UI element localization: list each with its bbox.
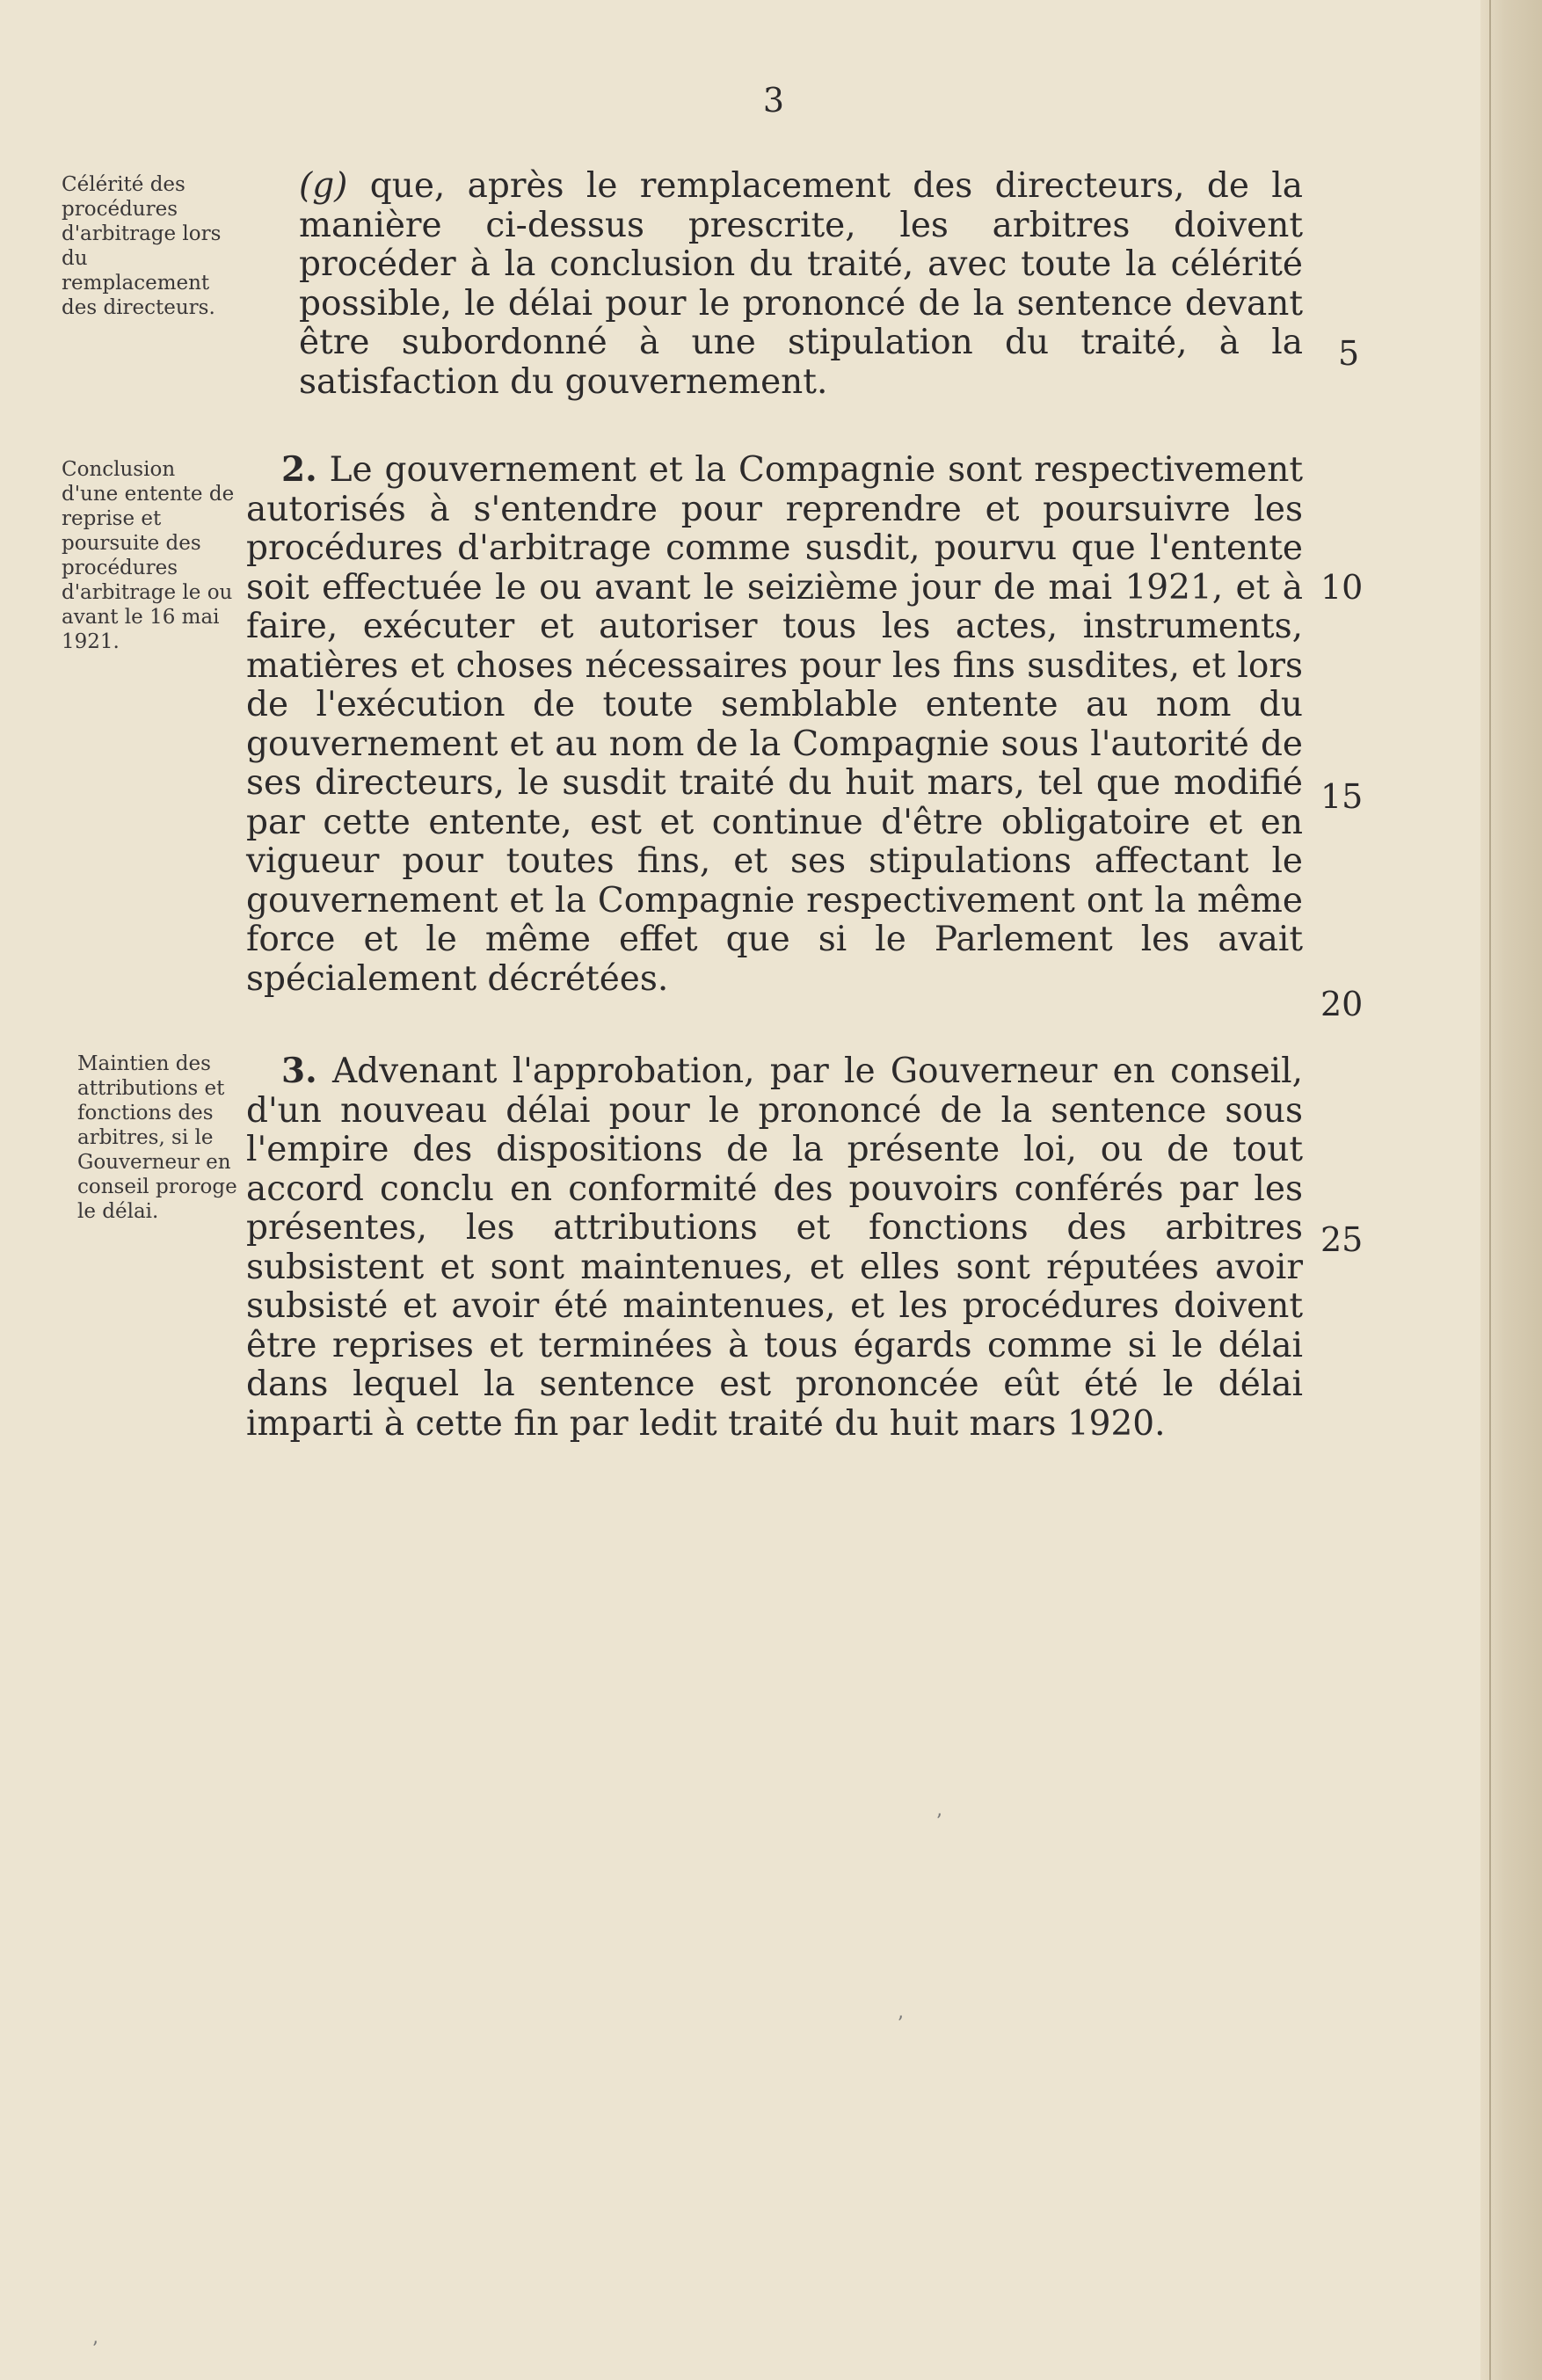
margin-note-maintien: Maintien des attributions et fonctions des arbitres, si le Gouverneur en conseil proroge le délai.: [77, 1052, 237, 1223]
paper-speck: ʼ: [935, 1811, 942, 1833]
page-binding-line: [1489, 0, 1491, 2380]
line-number-25: 25: [1320, 1220, 1364, 1259]
line-number-10: 10: [1320, 568, 1364, 607]
margin-note-conclusion: Conclusion d'une entente de reprise et poursuite des procédures d'arbitrage le ou avant le 16 mai 1921.: [62, 458, 235, 653]
page-number: 3: [762, 81, 785, 120]
paragraph-text: Le gouvernement et la Compagnie sont respectivement autorisés à s'entendre pour reprendre et poursuivre les procédures d'arbitrage comme susdit, pourvu que l'entente soit effectuée le ou avant le seizième jour de mai 1921, et à faire, exécuter et autoriser tous les actes, instruments, matières et choses nécessaires pour les fins susdites, et lors de l'exécution de toute semblable entente au nom du gouvernement et au nom de la Compagnie sous l'autorité de ses directeurs, le susdit traité du huit mars, tel que modifié par cette entente, est et continue d'être obligatoire et en vigueur pour toutes fins, et ses stipulations affectant le gouvernement et la Compagnie respectivement ont la même force et le même effet que si le Parlement les avait spécialement décrétées.: [246, 450, 1303, 999]
paragraph-marker: (g): [299, 166, 348, 206]
margin-note-celerite: Célérité des procédures d'arbitrage lors du remplacement des directeurs.: [62, 173, 222, 319]
paragraph-text: que, après le remplacement des directeurs, de la manière ci-dessus prescrite, les arbitres doivent procéder à la conclusion du traité, avec toute la célérité possible, le délai pour le prononcé de la sentence devant être subordonné à une stipulation du traité, à la satisfaction du gouvernement.: [299, 166, 1303, 402]
line-number-5: 5: [1338, 334, 1360, 373]
paragraph-3: [246, 1052, 1303, 1444]
line-number-20: 20: [1320, 985, 1364, 1023]
paragraph-marker: 2.: [281, 449, 317, 490]
paragraph-marker: 3.: [281, 1051, 317, 1091]
paragraph-text: Advenant l'approbation, par le Gouverneur en conseil, d'un nouveau délai pour le prononcé de la sentence sous l'empire des dispositions de la présente loi, ou de tout accord conclu en conformité des pouvoirs conférés par les présentes, les attributions et fonctions des arbitres subsistent et sont maintenues, et elles sont réputées avoir subsisté et avoir été maintenues, et les procédures doivent être reprises et terminées à tous égards comme si le délai dans lequel la sentence est prononcée eût été le délai imparti à cette fin par ledit traité du huit mars 1920.: [246, 1052, 1303, 1444]
paper-speck: ʼ: [91, 2339, 98, 2361]
line-number-15: 15: [1320, 777, 1364, 816]
paragraph-g: [299, 167, 1303, 402]
paper-speck: ʼ: [897, 2013, 903, 2035]
paragraph-2: [246, 450, 1303, 999]
